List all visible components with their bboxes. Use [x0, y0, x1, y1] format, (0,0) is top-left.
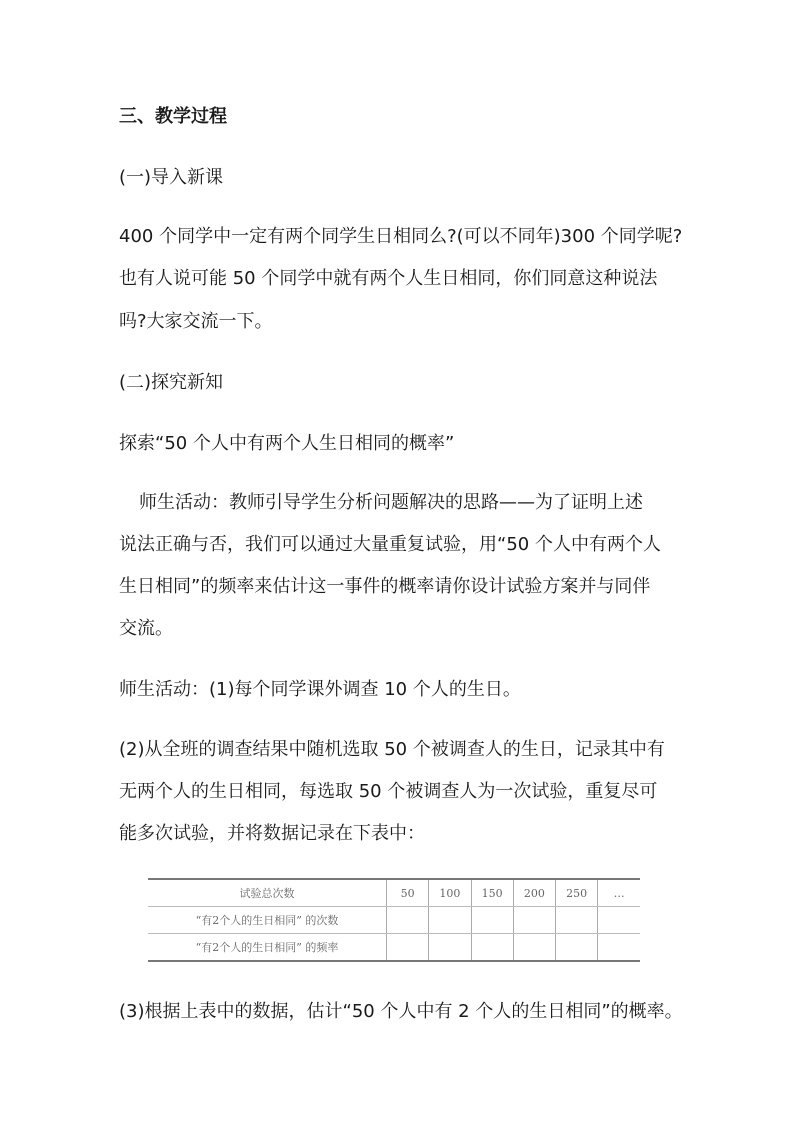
table-cell: …	[598, 879, 640, 907]
table-cell: “有2个人的生日相同” 的频率	[148, 934, 387, 962]
data-table	[148, 878, 640, 962]
table-cell	[471, 934, 513, 962]
table-cell	[471, 907, 513, 934]
section-title: 三、教学过程	[119, 106, 227, 127]
subheading-explore: (二)探究新知	[119, 372, 224, 393]
table-cell	[513, 934, 555, 962]
table-row	[148, 907, 640, 934]
intro-line: 吗?大家交流一下。	[119, 311, 273, 332]
table-cell: 150	[471, 879, 513, 907]
activity-step-1: 师生活动：(1)每个同学课外调查 10 个人的生日。	[119, 679, 521, 700]
table-cell	[387, 934, 429, 962]
activity-line: 师生活动：教师引导学生分析问题解决的思路——为了证明上述	[139, 492, 643, 513]
activity-line: 生日相同”的频率来估计这一事件的概率请你设计试验方案并与同伴	[119, 576, 651, 597]
table-cell: 50	[387, 879, 429, 907]
table-cell	[598, 907, 640, 934]
table-cell	[429, 907, 471, 934]
step-2-line: 能多次试验，并将数据记录在下表中：	[119, 823, 425, 844]
intro-line: 400 个同学中一定有两个同学生日相同么?(可以不同年)300 个同学呢?	[119, 226, 683, 247]
explore-title: 探索“50 个人中有两个人生日相同的概率”	[119, 433, 455, 454]
table-cell	[513, 907, 555, 934]
table-header-row	[148, 879, 640, 907]
step-2-line: (2)从全班的调查结果中随机选取 50 个被调查人的生日，记录其中有	[119, 739, 665, 760]
table-row	[148, 934, 640, 962]
intro-line: 也有人说可能 50 个同学中就有两个人生日相同，你们同意这种说法	[119, 268, 658, 289]
step-3: (3)根据上表中的数据，估计“50 个人中有 2 个人的生日相同”的概率。	[119, 1001, 683, 1022]
table-cell	[387, 907, 429, 934]
step-2-line: 无两个人的生日相同，每选取 50 个被调查人为一次试验，重复尽可	[119, 781, 658, 802]
table-cell: “有2个人的生日相同” 的次数	[148, 907, 387, 934]
activity-line: 交流。	[119, 618, 173, 639]
table-cell	[556, 934, 598, 962]
table-cell: 试验总次数	[148, 879, 387, 907]
table-cell: 200	[513, 879, 555, 907]
table-cell: 250	[556, 879, 598, 907]
table-cell	[429, 934, 471, 962]
subheading-intro: (一)导入新课	[119, 167, 224, 188]
table-cell: 100	[429, 879, 471, 907]
activity-line: 说法正确与否，我们可以通过大量重复试验，用“50 个人中有两个人	[119, 534, 661, 555]
experiment-table	[148, 878, 640, 958]
table-cell	[556, 907, 598, 934]
table-cell	[598, 934, 640, 962]
